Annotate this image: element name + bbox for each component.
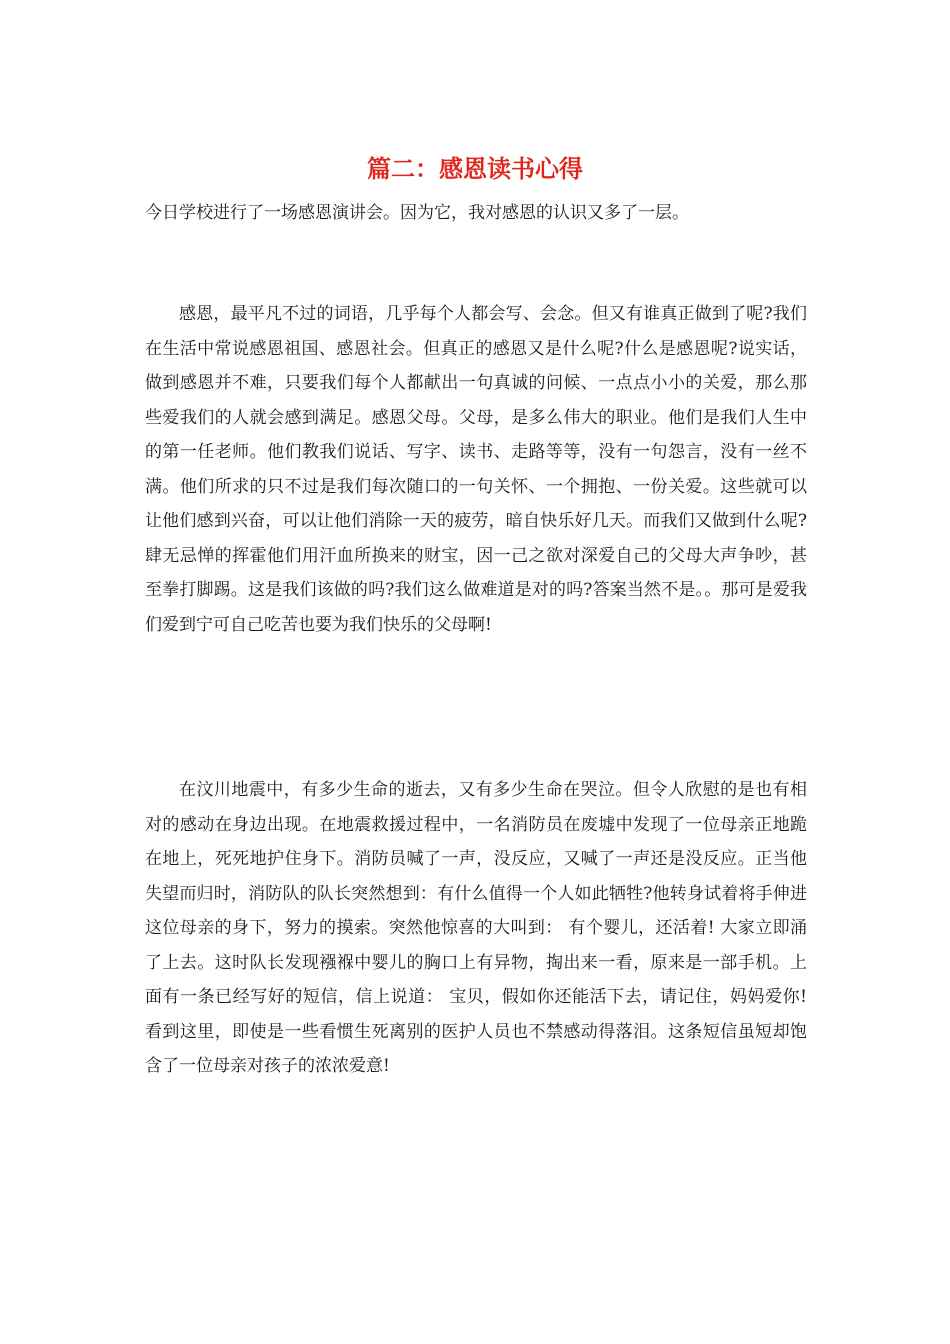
body-paragraph-earthquake: 在汶川地震中，有多少生命的逝去，又有多少生命在哭泣。但令人欣慰的是也有相对的感动在身边出现。在地震救援过程中，一名消防员在废墟中发现了一位母亲正地跪在地上，死死地护住身下。消防员喊了一声，没反应，又喊了一声还是没反应。正当他失望而归时，消防队的队长突然想到：有什么值得一个人如此牺牲?他转身试着将手伸进这位母亲的身下，努力的摸索。突然他惊喜的大叫到： 有个婴儿，还活着! 大家立即涌了上去。这时队长发现襁褓中婴儿的胸口上有异物，掏出来一看，原来是一部手机。上面有一条已经写好的短信，信上说道： 宝贝，假如你还能活下去，请记住，妈妈爱你! 看到这里，即使是一些看惯生死离别的医护人员也不禁感动得落泪。这条短信虽短却饱含了一位母亲对孩子的浓浓爱意! (145, 780, 807, 1076)
intro-paragraph: 今日学校进行了一场感恩演讲会。因为它，我对感恩的认识又多了一层。 (145, 203, 689, 223)
body-paragraph-gratitude: 感恩，最平凡不过的词语，几乎每个人都会写、会念。但又有谁真正做到了呢?我们在生活中常说感恩祖国、感恩社会。但真正的感恩又是什么呢?什么是感恩呢?说实话，做到感恩并不难，只要我们每个人都献出一句真诚的问候、一点点小小的关爱，那么那些爱我们的人就会感到满足。感恩父母。父母，是多么伟大的职业。他们是我们人生中的第一任老师。他们教我们说话、写字、读书、走路等等，没有一句怨言，没有一丝不满。他们所求的只不过是我们每次随口的一句关怀、一个拥抱、一份关爱。这些就可以让他们感到兴奋，可以让他们消除一天的疲劳，暗自快乐好几天。而我们又做到什么呢?肆无忌惮的挥霍他们用汗血所换来的财宝，因一己之欲对深爱自己的父母大声争吵，甚至拳打脚踢。这是我们该做的吗?我们这么做难道是对的吗?答案当然不是。。那可是爱我们爱到宁可自己吃苦也要为我们快乐的父母啊! (145, 304, 807, 635)
document-title: 篇二：感恩读书心得 (367, 154, 583, 183)
